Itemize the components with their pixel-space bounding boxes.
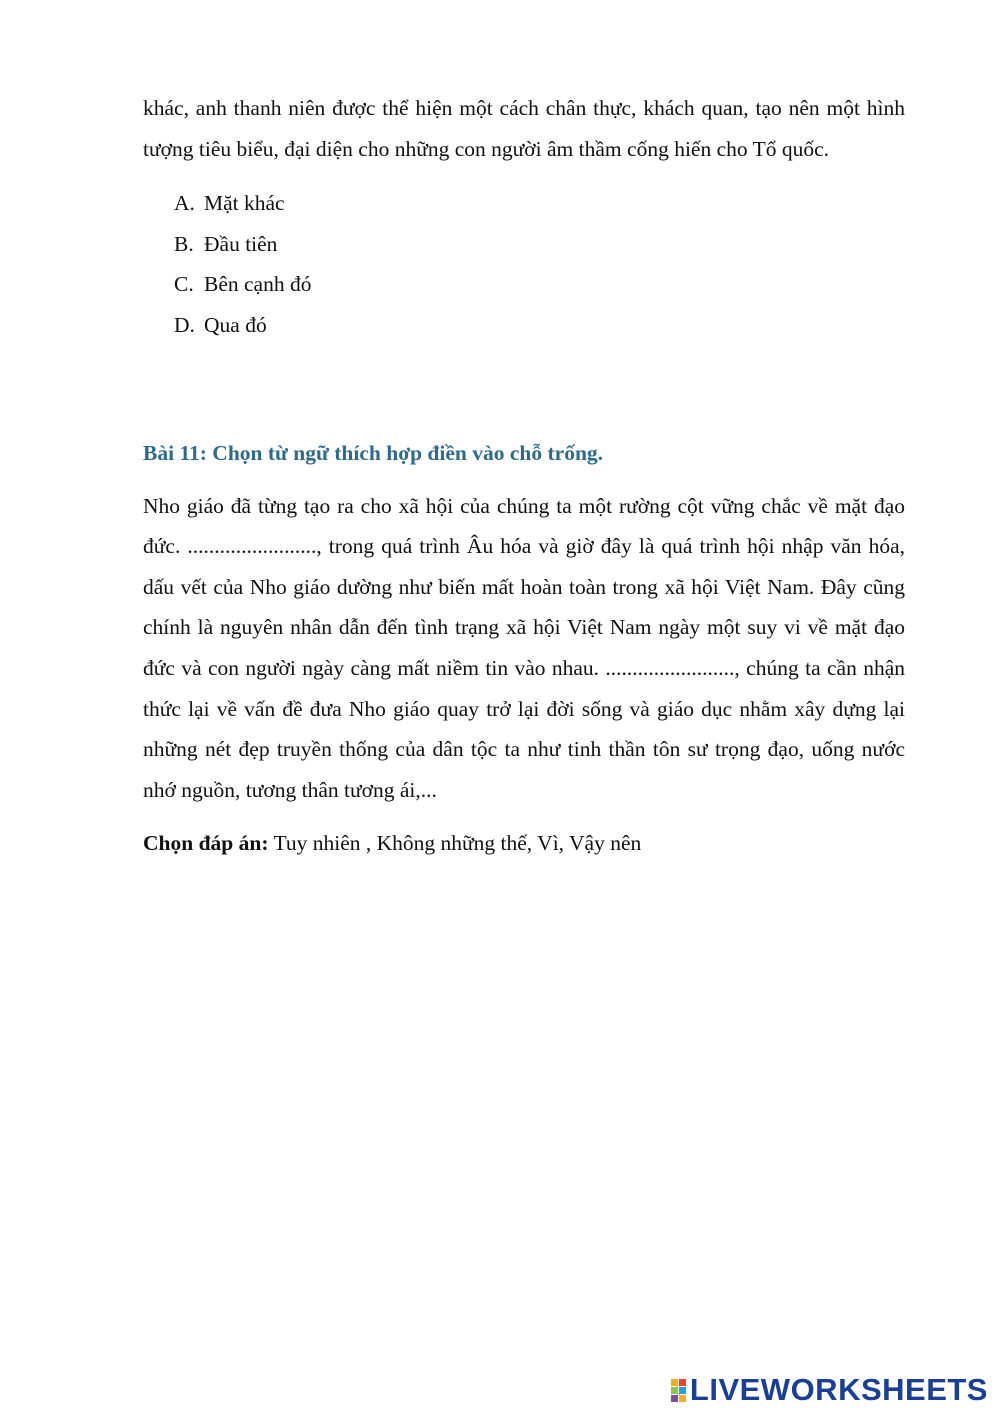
option-letter: A. — [174, 191, 195, 216]
exercise-paragraph: Nho giáo đã từng tạo ra cho xã hội của chúng ta một rường cột vững chắc về mặt đạo đức. ........................, trong quá trình Âu hóa và giờ đây là quá trình hội nhập văn hóa, dấu vết của Nho giáo dường như biến mất hoàn toàn trong xã hội Việt Nam. Đây cũng chính là nguyên nhân dẫn đến tình trạng xã hội Việt Nam ngày một suy vi về mặt đạo đức và con người ngày càng mất niềm tin vào nhau. ........................, chúng ta cần nhận thức lại về vấn đề đưa Nho giáo quay trở lại đời sống và giáo dục nhằm xây dựng lại những nét đẹp truyền thống của dân tộc ta như tinh thần tôn sư trọng đạo, uống nước nhớ nguồn, tương thân tương ái,... — [143, 493, 905, 802]
logo-square — [679, 1387, 686, 1394]
answer-label: Chọn đáp án: — [143, 831, 269, 856]
logo-square — [671, 1379, 678, 1386]
option-letter: D. — [174, 312, 195, 337]
document-page — [143, 88, 905, 863]
option-b — [174, 224, 905, 265]
option-c — [174, 264, 905, 305]
logo-square — [671, 1387, 678, 1394]
option-d — [174, 305, 905, 346]
top-paragraph: khác, anh thanh niên được thể hiện một cách chân thực, khách quan, tạo nên một hình tượng tiêu biểu, đại diện cho những con người âm thầm cống hiến cho Tổ quốc. — [143, 96, 905, 161]
answer-line — [143, 823, 905, 863]
liveworksheets-logo — [671, 1372, 988, 1408]
logo-square — [679, 1395, 686, 1402]
option-text: Mặt khác — [204, 191, 285, 216]
logo-square — [671, 1395, 678, 1402]
option-text: Qua đó — [204, 312, 267, 337]
logo-icon — [671, 1379, 686, 1402]
exercise-heading: Bài 11: Chọn từ ngữ thích hợp điền vào chỗ trống. — [143, 440, 604, 465]
option-a — [174, 183, 905, 224]
logo-square — [679, 1379, 686, 1386]
logo-text: LIVEWORKSHEETS — [689, 1372, 988, 1407]
option-letter: B. — [174, 231, 194, 256]
option-letter: C. — [174, 272, 194, 297]
option-text: Bên cạnh đó — [204, 272, 312, 297]
answer-choices: Tuy nhiên , Không những thế, Vì, Vậy nên — [268, 831, 642, 856]
option-list — [174, 183, 905, 345]
option-text: Đầu tiên — [204, 231, 278, 256]
